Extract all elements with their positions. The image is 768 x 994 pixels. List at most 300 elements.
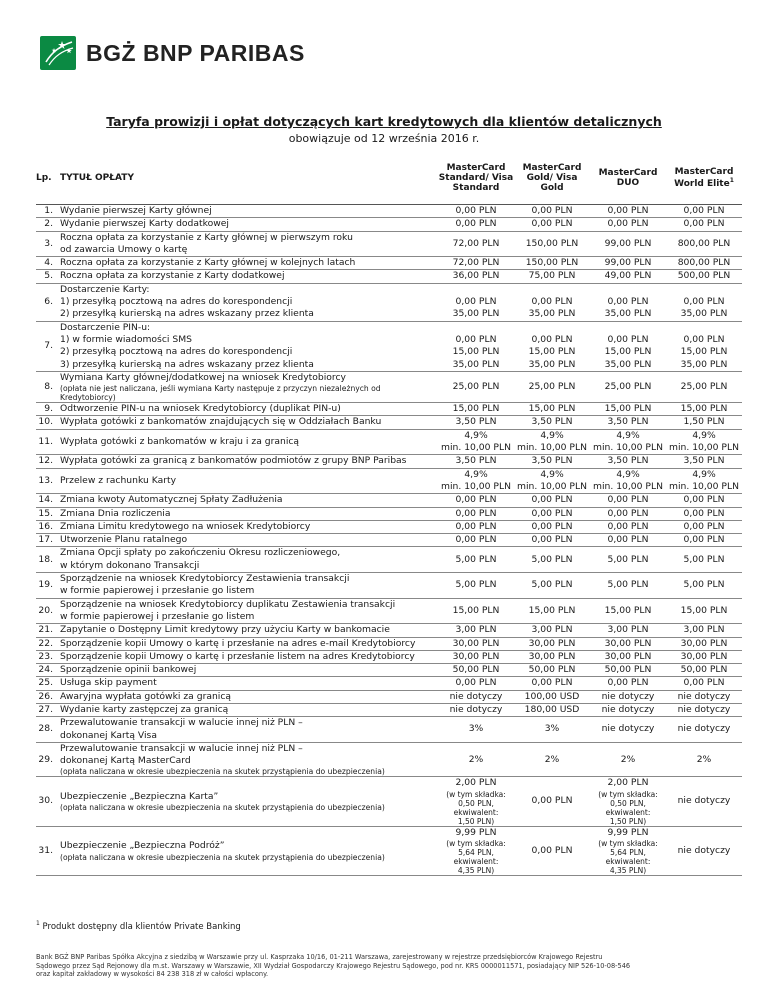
- fee-value-line: 0,00 PLN: [455, 296, 497, 308]
- fee-value: [514, 468, 590, 494]
- fee-value: [666, 218, 742, 231]
- fee-value: [438, 650, 514, 663]
- fee-value-line: 0,00 PLN: [607, 520, 649, 532]
- fee-value-line: 0,00 PLN: [683, 677, 725, 689]
- fee-value: [590, 598, 666, 624]
- header-title: TYTUŁ OPŁATY: [56, 152, 438, 205]
- fee-value: [666, 742, 742, 777]
- fee-value-line: 0,00 PLN: [683, 296, 725, 308]
- fee-title-line: 3) przesyłką kurierską na adres wskazany przez klienta: [60, 358, 314, 370]
- row-number: 13.: [36, 468, 56, 494]
- fee-value-line: 0,00 PLN: [531, 218, 573, 230]
- fee-value-line: 5,00 PLN: [531, 553, 573, 565]
- fee-value-line: 0,00 PLN: [531, 520, 573, 532]
- fee-value-line: 5,64 PLN,: [458, 848, 494, 858]
- table-row: [36, 650, 742, 663]
- fee-value: [666, 257, 742, 270]
- row-number: 23.: [36, 650, 56, 663]
- fee-value: [438, 664, 514, 677]
- fee-value-line: [514, 284, 590, 296]
- fee-value-line: 35,00 PLN: [604, 358, 652, 370]
- row-number: 7.: [36, 321, 56, 371]
- fee-title: [56, 257, 438, 270]
- fee-value-line: 1,50 PLN): [609, 816, 647, 826]
- fee-value: [666, 777, 742, 826]
- table-row: [36, 455, 742, 468]
- fee-value-line: nie dotyczy: [677, 844, 731, 856]
- fee-title: [56, 455, 438, 468]
- fee-value-line: [666, 284, 742, 296]
- fee-value-line: 30,00 PLN: [604, 650, 652, 662]
- footnote: [36, 920, 241, 932]
- fee-value-line: 0,00 PLN: [607, 218, 649, 230]
- fee-value-line: 0,00 PLN: [683, 205, 725, 216]
- fee-value: [666, 717, 742, 743]
- fee-title-line: Roczna opłata za korzystanie z Karty dodatkowej: [60, 270, 285, 282]
- fee-value-line: 4,9%: [464, 429, 488, 441]
- table-row: [36, 257, 742, 270]
- fee-value-line: 35,00 PLN: [528, 308, 576, 320]
- table-row: [36, 371, 742, 402]
- fee-title-line: Dostarczenie Karty:: [60, 283, 150, 295]
- fee-value: [438, 371, 514, 402]
- row-number: 28.: [36, 717, 56, 743]
- fee-value: [666, 371, 742, 402]
- fee-value-line: 0,00 PLN: [531, 507, 573, 519]
- fee-value-line: 0,50 PLN,: [458, 798, 494, 808]
- fee-value-line: 4,35 PLN): [609, 866, 647, 876]
- fee-title-line: Roczna opłata za korzystanie z Karty głównej w kolejnych latach: [60, 257, 356, 269]
- fee-value: [666, 598, 742, 624]
- fee-title-line: Przewalutowanie transakcji w walucie innej niż PLN –: [60, 717, 303, 729]
- row-number: 2.: [36, 218, 56, 231]
- fee-value: [514, 777, 590, 826]
- fee-value-line: 4,9%: [692, 429, 716, 441]
- fee-title: [56, 573, 438, 599]
- fee-title-line: Wypłata gotówki z bankomatów znajdujących się w Oddziałach Banku: [60, 416, 382, 428]
- fee-title-line: Dostarczenie PIN-u:: [60, 321, 151, 333]
- fee-value: [438, 598, 514, 624]
- fee-value-line: 15,00 PLN: [452, 604, 500, 616]
- fee-value-line: 30,00 PLN: [452, 650, 500, 662]
- fee-value-line: 180,00 USD: [524, 703, 580, 715]
- fee-value-line: 0,00 PLN: [531, 795, 573, 807]
- row-number: 16.: [36, 520, 56, 533]
- fee-title-line: Zapytanie o Dostępny Limit kredytowy przy użyciu Karty w bankomacie: [60, 624, 390, 636]
- fee-title: [56, 218, 438, 231]
- fee-value: [514, 257, 590, 270]
- fee-value: [514, 534, 590, 547]
- fee-title-line: Zmiana Limitu kredytowego na wniosek Kredytobiorcy: [60, 520, 311, 532]
- fee-value: [666, 494, 742, 507]
- row-number: 4.: [36, 257, 56, 270]
- fee-value-line: 72,00 PLN: [452, 237, 500, 249]
- fee-value-line: 5,00 PLN: [531, 579, 573, 591]
- fee-value-line: 25,00 PLN: [604, 380, 652, 392]
- fee-value-line: [438, 322, 514, 334]
- fee-value-line: 15,00 PLN: [680, 346, 728, 358]
- fee-value-line: ekwiwalent:: [605, 857, 651, 867]
- fee-title: [56, 826, 438, 875]
- row-number: 19.: [36, 573, 56, 599]
- fee-value: [438, 547, 514, 573]
- table-row: [36, 677, 742, 690]
- fee-value: [438, 507, 514, 520]
- fee-title-line: Zmiana Opcji spłaty po zakończeniu Okresu rozliczeniowego,: [60, 547, 341, 559]
- fee-value-line: 4,9%: [464, 468, 488, 480]
- fee-value-line: nie dotyczy: [449, 703, 503, 715]
- fee-value: [590, 494, 666, 507]
- brand-name: BGŻ BNP PARIBAS: [86, 39, 305, 66]
- fee-value: [438, 205, 514, 218]
- fee-title-line: Przewalutowanie transakcji w walucie innej niż PLN –: [60, 742, 303, 754]
- table-row: [36, 520, 742, 533]
- fee-value: [590, 637, 666, 650]
- fee-title-line: Usługa skip payment: [60, 677, 157, 689]
- fee-value-line: 2,00 PLN: [607, 777, 649, 789]
- fee-value: [514, 371, 590, 402]
- fee-value-line: 150,00 PLN: [525, 237, 579, 249]
- fee-value-line: 72,00 PLN: [452, 257, 500, 269]
- fee-title-line: Sporządzenie kopii Umowy o kartę i przesłanie listem na adres Kredytobiorcy: [60, 650, 415, 662]
- fee-value-line: 25,00 PLN: [528, 380, 576, 392]
- table-row: [36, 231, 742, 257]
- fee-value: [666, 429, 742, 455]
- fee-title-line: Wydanie karty zastępczej za granicą: [60, 703, 229, 715]
- fee-value: [590, 371, 666, 402]
- fee-value-line: 2%: [620, 753, 636, 765]
- fee-value: [666, 534, 742, 547]
- fee-note: (opłata naliczana w okresie ubezpieczenia na skutek przystąpienia do ubezpieczenia): [60, 803, 385, 813]
- table-row: [36, 703, 742, 716]
- fee-table: [36, 152, 742, 876]
- fee-value-line: 5,64 PLN,: [610, 848, 646, 858]
- fee-value-line: 5,00 PLN: [607, 553, 649, 565]
- fee-value: [514, 717, 590, 743]
- fee-value: [590, 664, 666, 677]
- fee-title-line: Ubezpieczenie „Bezpieczna Karta”: [60, 790, 219, 802]
- fee-value: [438, 218, 514, 231]
- fee-title: [56, 703, 438, 716]
- table-row: [36, 637, 742, 650]
- fee-title: [56, 321, 438, 371]
- row-number: 11.: [36, 429, 56, 455]
- fee-value-line: 0,00 PLN: [607, 677, 649, 689]
- fee-title: [56, 283, 438, 321]
- fee-value-line: [438, 284, 514, 296]
- fee-value-line: (w tym składka:: [446, 839, 506, 849]
- fee-value-line: nie dotyczy: [601, 690, 655, 702]
- fee-title-line: dokonanej Kartą Visa: [60, 729, 157, 741]
- table-row: [36, 717, 742, 743]
- fee-value: [590, 231, 666, 257]
- fee-value-line: 30,00 PLN: [604, 637, 652, 649]
- fee-value: [590, 321, 666, 371]
- fee-value-line: 50,00 PLN: [452, 664, 500, 676]
- fee-value-line: min. 10,00 PLN: [669, 442, 739, 454]
- fee-title: [56, 507, 438, 520]
- fee-value-line: 35,00 PLN: [680, 358, 728, 370]
- fee-value: [438, 677, 514, 690]
- fee-note: (opłata naliczana w okresie ubezpieczenia na skutek przystąpienia do ubezpieczenia): [60, 767, 385, 777]
- fee-value: [514, 218, 590, 231]
- fee-value: [438, 690, 514, 703]
- fee-title-line: Roczna opłata za korzystanie z Karty głównej w pierwszym roku: [60, 231, 353, 243]
- fee-value-line: 0,00 PLN: [455, 205, 497, 216]
- fee-value-line: 800,00 PLN: [677, 257, 731, 269]
- fee-value-line: 1,50 PLN): [457, 816, 495, 826]
- fee-value: [666, 520, 742, 533]
- fee-value: [514, 664, 590, 677]
- fee-value: [666, 690, 742, 703]
- fee-value: [590, 650, 666, 663]
- table-row: [36, 283, 742, 321]
- fee-value: [666, 416, 742, 429]
- fee-value-line: 0,00 PLN: [683, 520, 725, 532]
- fee-value: [438, 742, 514, 777]
- fee-title: [56, 270, 438, 283]
- fee-value: [514, 507, 590, 520]
- fee-value-line: 0,00 PLN: [455, 677, 497, 689]
- fee-value-line: min. 10,00 PLN: [593, 442, 663, 454]
- row-number: 21.: [36, 624, 56, 637]
- fee-title-line: w którym dokonano Transakcji: [60, 559, 200, 571]
- fee-title: [56, 677, 438, 690]
- row-number: 31.: [36, 826, 56, 875]
- fee-title-line: Ubezpieczenie „Bezpieczna Podróż”: [60, 840, 225, 852]
- fee-value-line: 2,00 PLN: [455, 777, 497, 789]
- fee-value: [514, 231, 590, 257]
- fee-value-line: 15,00 PLN: [528, 403, 576, 415]
- fee-value-line: 35,00 PLN: [528, 358, 576, 370]
- fee-value-line: nie dotyczy: [677, 795, 731, 807]
- fee-value: [666, 573, 742, 599]
- fee-value: [666, 826, 742, 875]
- fee-title: [56, 416, 438, 429]
- fee-value-line: 0,00 PLN: [531, 296, 573, 308]
- header-col-standard: [438, 152, 514, 205]
- fee-title-line: od zawarcia Umowy o kartę: [60, 243, 188, 255]
- fee-value-line: 50,00 PLN: [680, 664, 728, 676]
- fee-value: [514, 321, 590, 371]
- fee-value-line: 2%: [544, 753, 560, 765]
- fee-value-line: 500,00 PLN: [677, 270, 731, 282]
- fee-value: [438, 416, 514, 429]
- fee-value-line: min. 10,00 PLN: [517, 442, 587, 454]
- fee-title-line: Sporządzenie na wniosek Kredytobiorcy Zestawienia transakcji: [60, 573, 350, 585]
- fee-title: [56, 520, 438, 533]
- fee-value-line: nie dotyczy: [601, 723, 655, 735]
- fee-value-line: 5,00 PLN: [455, 553, 497, 565]
- fee-value: [514, 494, 590, 507]
- fee-value: [514, 598, 590, 624]
- table-row: [36, 742, 742, 777]
- fee-value-line: 0,00 PLN: [531, 205, 573, 216]
- table-row: [36, 547, 742, 573]
- fee-value: [438, 403, 514, 416]
- fee-title-line: Sporządzenie na wniosek Kredytobiorcy duplikatu Zestawienia transakcji: [60, 598, 396, 610]
- fee-value-line: 0,00 PLN: [683, 333, 725, 345]
- fee-value: [590, 624, 666, 637]
- fee-value: [590, 703, 666, 716]
- fee-value: [514, 573, 590, 599]
- fee-value-line: 30,00 PLN: [452, 637, 500, 649]
- header-col-duo: [590, 152, 666, 205]
- fee-value-line: 0,00 PLN: [607, 534, 649, 546]
- fee-title: [56, 403, 438, 416]
- fee-value-line: 15,00 PLN: [528, 604, 576, 616]
- fee-value-line: 15,00 PLN: [528, 346, 576, 358]
- header-col-gold: [514, 152, 590, 205]
- fee-value-line: [590, 322, 666, 334]
- footnote-mark: 1: [729, 177, 734, 184]
- fee-title: [56, 624, 438, 637]
- fee-value: [514, 690, 590, 703]
- table-header-row: [36, 152, 742, 205]
- fee-value-line: 0,00 PLN: [531, 677, 573, 689]
- fee-note: (opłata naliczana w okresie ubezpieczenia na skutek przystąpienia do ubezpieczenia): [60, 852, 385, 862]
- fee-value-line: nie dotyczy: [449, 690, 503, 702]
- fee-value-line: 25,00 PLN: [680, 380, 728, 392]
- fee-value-line: 5,00 PLN: [607, 579, 649, 591]
- fee-value: [590, 520, 666, 533]
- fee-value: [590, 777, 666, 826]
- fee-value: [666, 321, 742, 371]
- fee-value-line: 0,00 PLN: [607, 507, 649, 519]
- fee-value-line: 35,00 PLN: [680, 308, 728, 320]
- table-row: [36, 664, 742, 677]
- fee-title: [56, 534, 438, 547]
- fee-value-line: 50,00 PLN: [528, 664, 576, 676]
- fee-value-line: 5,00 PLN: [455, 579, 497, 591]
- fee-value-line: 4,9%: [616, 468, 640, 480]
- fee-value-line: 15,00 PLN: [604, 604, 652, 616]
- fee-title: [56, 468, 438, 494]
- fee-value-line: [666, 322, 742, 334]
- table-row: [36, 321, 742, 371]
- fee-value: [438, 826, 514, 875]
- table-row: [36, 416, 742, 429]
- fee-value-line: 4,9%: [540, 468, 564, 480]
- fee-value-line: 99,00 PLN: [604, 237, 652, 249]
- fee-value: [438, 703, 514, 716]
- brand-logo: [40, 36, 305, 70]
- table-row: [36, 218, 742, 231]
- fee-value: [590, 468, 666, 494]
- fee-value-line: 15,00 PLN: [452, 403, 500, 415]
- fee-value-line: (w tym składka:: [598, 789, 658, 799]
- fee-value: [590, 416, 666, 429]
- fee-value-line: nie dotyczy: [677, 703, 731, 715]
- fee-value: [514, 624, 590, 637]
- fee-value-line: 0,00 PLN: [683, 494, 725, 506]
- row-number: 26.: [36, 690, 56, 703]
- fee-value-line: ekwiwalent:: [453, 807, 499, 817]
- fee-value-line: 36,00 PLN: [452, 270, 500, 282]
- fee-value-line: 49,00 PLN: [604, 270, 652, 282]
- fee-value: [666, 205, 742, 218]
- fee-value-line: 5,00 PLN: [683, 553, 725, 565]
- fee-value-line: (w tym składka:: [446, 789, 506, 799]
- fee-value: [514, 742, 590, 777]
- fee-value: [514, 650, 590, 663]
- fee-title-line: 2) przesyłką kurierską na adres wskazany przez klienta: [60, 308, 314, 320]
- fee-title: [56, 231, 438, 257]
- row-number: 9.: [36, 403, 56, 416]
- fee-value-line: min. 10,00 PLN: [669, 480, 739, 492]
- fee-value-line: min. 10,00 PLN: [441, 480, 511, 492]
- fee-value: [590, 534, 666, 547]
- header-col-label: MasterCard DUO: [598, 168, 658, 188]
- fee-value-line: 15,00 PLN: [680, 604, 728, 616]
- row-number: 5.: [36, 270, 56, 283]
- row-number: 18.: [36, 547, 56, 573]
- fee-value: [438, 534, 514, 547]
- fee-value-line: 0,00 PLN: [455, 494, 497, 506]
- fee-value-line: nie dotyczy: [677, 690, 731, 702]
- fee-value-line: 0,00 PLN: [455, 520, 497, 532]
- fee-title: [56, 650, 438, 663]
- table-row: [36, 598, 742, 624]
- table-row: [36, 494, 742, 507]
- fee-value-line: 0,00 PLN: [531, 494, 573, 506]
- fee-value: [666, 650, 742, 663]
- fee-title: [56, 664, 438, 677]
- row-number: 20.: [36, 598, 56, 624]
- fee-value-line: 3%: [468, 723, 484, 735]
- table-row: [36, 403, 742, 416]
- table-row: [36, 507, 742, 520]
- fee-value-line: 150,00 PLN: [525, 257, 579, 269]
- fee-value: [666, 703, 742, 716]
- fee-value: [438, 624, 514, 637]
- header-col-label: MasterCard Gold/ Visa Gold: [522, 163, 582, 193]
- fee-title-line: Wydanie pierwszej Karty głównej: [60, 205, 212, 216]
- table-row: [36, 429, 742, 455]
- fee-value: [590, 218, 666, 231]
- fee-value: [514, 637, 590, 650]
- fee-value: [438, 429, 514, 455]
- row-number: 29.: [36, 742, 56, 777]
- fee-value-line: nie dotyczy: [601, 703, 655, 715]
- header-col-world-elite: [666, 152, 742, 205]
- fee-value-line: 0,00 PLN: [607, 205, 649, 216]
- fee-value: [438, 520, 514, 533]
- row-number: 1.: [36, 205, 56, 218]
- row-number: 14.: [36, 494, 56, 507]
- row-number: 17.: [36, 534, 56, 547]
- fee-title-line: w formie papierowej i przesłanie go listem: [60, 585, 255, 597]
- table-row: [36, 468, 742, 494]
- footnote-text: Produkt dostępny dla klientów Private Banking: [42, 921, 241, 932]
- fee-title-line: 2) przesyłką pocztową na adres do korespondencji: [60, 346, 293, 358]
- fee-value: [590, 455, 666, 468]
- row-number: 22.: [36, 637, 56, 650]
- fee-value: [514, 429, 590, 455]
- fee-value-line: 50,00 PLN: [604, 664, 652, 676]
- fee-value-line: 30,00 PLN: [528, 650, 576, 662]
- fee-title: [56, 494, 438, 507]
- fee-value: [590, 826, 666, 875]
- fee-value: [590, 429, 666, 455]
- fee-value: [438, 468, 514, 494]
- row-number: 30.: [36, 777, 56, 826]
- table-row: [36, 270, 742, 283]
- fee-title: [56, 205, 438, 218]
- table-body: [36, 205, 742, 876]
- fee-value: [438, 637, 514, 650]
- fee-value: [666, 403, 742, 416]
